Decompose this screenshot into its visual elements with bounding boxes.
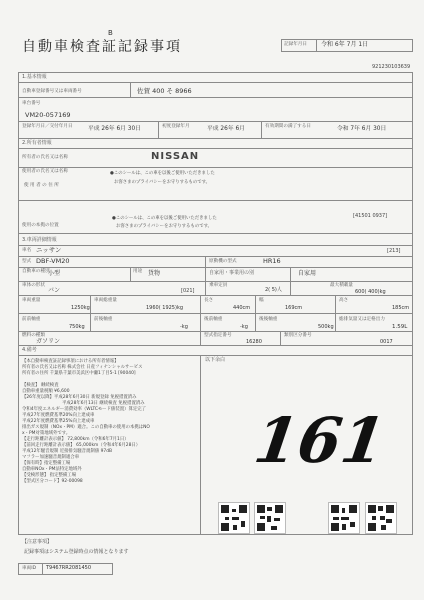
model-label: 型式 <box>22 259 32 264</box>
expiry-label: 有効期間の満了する日 <box>265 124 311 129</box>
engine-label: 原動機の型式 <box>209 259 237 264</box>
width-value: 169cm <box>285 305 303 311</box>
handwritten-number: 161 <box>249 404 390 477</box>
section4-heading: 4.備考 <box>22 347 37 353</box>
qr-code-icon <box>365 502 397 534</box>
fuel-label: 燃料の種類 <box>22 333 45 338</box>
qr-code-icon <box>218 502 250 534</box>
body-label: 車体の形状 <box>22 283 45 288</box>
chassis-value: VM20-057169 <box>25 111 71 119</box>
front-axle-value: 750kg <box>69 324 85 330</box>
gross-label: 車両総重量 <box>94 298 117 303</box>
note-line: 平成28年6月13日 継続検査 免税措置済み <box>62 401 145 406</box>
note-line: 自動車重量税額 ¥6,600 <box>22 389 70 394</box>
maker-value: ニッサン <box>36 246 62 254</box>
section2-heading: 2.所有者情報 <box>22 140 52 146</box>
note-line: 【本自動車検査証記録事項における所有者情報】 <box>22 359 119 364</box>
note-line: 【前回走行距離計表示値】 65,000km（令和4年6月28日） <box>22 443 141 448</box>
model-number-label: 型式指定番号 <box>204 333 232 338</box>
displacement-value: 1.59L <box>392 324 408 330</box>
maker-code: [213] <box>387 248 401 254</box>
note-line: 平成12年騒音規制 近接排気騒音規制値 97dB <box>22 449 113 454</box>
category-value: 自家用 <box>298 270 317 277</box>
note-line: 平成27年度燃費基準20%向上達成車 <box>22 413 95 418</box>
expiry-value: 令和 7年 6月 30日 <box>337 126 387 132</box>
document-number: 921230103639 <box>372 64 411 70</box>
use-value: 貨物 <box>148 270 161 277</box>
seal-text-2: お客さまのプライバシーをお守りするものです。 <box>114 180 211 185</box>
load-value: 600( 400)kg <box>355 289 386 295</box>
category-label: 自家用・事業用の別 <box>209 270 255 276</box>
section3-heading: 3.車両詳細情報 <box>22 237 57 243</box>
nissan-logo: NISSAN <box>151 151 200 162</box>
type-label: 自動車の種別 <box>22 269 50 274</box>
caution-heading: 【注意事項】 <box>22 539 53 545</box>
height-value: 185cm <box>392 305 410 311</box>
length-label: 長さ <box>204 298 214 303</box>
model-number-value: 16280 <box>246 339 262 345</box>
front-rear-axle-value: -kg <box>180 324 188 330</box>
caution-text: 記録事項はシステム登録時点の情報となります <box>24 549 129 555</box>
rear-axle-label: 後後軸重 <box>259 317 278 322</box>
engine-value: HR16 <box>263 257 281 265</box>
length-value: 440cm <box>233 305 251 311</box>
chassis-label: 車台番号 <box>22 101 41 106</box>
height-label: 高さ <box>339 298 349 303</box>
note-line: 【型式区分コード】92-00098 <box>22 479 83 484</box>
note-line: マフラー加速騒音規制適合車 <box>22 455 80 460</box>
load-label: 最大積載量 <box>330 283 353 288</box>
seal-text-3: ●このシールは、この車を以後ご使用いただきました <box>112 216 217 221</box>
qr-code-icon <box>254 502 286 534</box>
seal-text-1: ●このシールは、この車を以後ご使用いただきました <box>110 171 215 176</box>
note-line: 自動車NOx・PM法特定地域外 <box>22 467 82 472</box>
vehicle-id-value: T9467RR2081450 <box>46 565 91 571</box>
page-title: 自動車検査証記録事項 <box>22 39 182 55</box>
width-label: 幅 <box>259 298 264 303</box>
form-letter: B <box>108 29 113 37</box>
note-line: 【26年度以降】平成28年6月30日 新規登録 免税措置済み <box>22 395 137 400</box>
front-axle-label: 前前軸重 <box>22 317 41 322</box>
rear-axle-value: 500kg <box>318 324 334 330</box>
note-line: 【受検形態】 指定整備工場 <box>22 473 77 478</box>
fuel-value: ガソリン <box>36 338 61 345</box>
displacement-label: 総排気量又は定格出力 <box>339 317 385 322</box>
note-line: 【保有時】指定整備工場 <box>22 461 71 466</box>
note-line: 平成22年度燃費基準25%向上達成車 <box>22 419 95 424</box>
capacity-value: 2( 5)人 <box>265 287 282 293</box>
use-label: 用途 <box>133 269 143 274</box>
body-code: [021] <box>181 288 195 294</box>
issue-date-value: 令和 6年 7月 1日 <box>321 41 369 48</box>
type-value: 小型 <box>48 270 61 277</box>
address-code: [41501 0937] <box>353 213 388 219</box>
first-reg-label: 登録年月日／交付年月日 <box>22 124 73 129</box>
class-number-value: 0017 <box>380 339 393 345</box>
qr-code-icon <box>328 502 360 534</box>
note-line: 令和4年度エネルギー消費効率（WLTCモード値装置）算定完了 <box>22 407 147 412</box>
seal-text-4: お客さまのプライバシーをお守りするものです。 <box>116 224 213 229</box>
model-value: DBF-VM20 <box>36 257 70 265</box>
note-line: 排出ガス規制（NOx・PM）適合。この自動車の使用の本拠はNO <box>22 425 150 430</box>
first-year-label: 初度登録年月 <box>162 124 190 129</box>
weight-label: 車両重量 <box>22 298 41 303</box>
note-line: 【検査】 継続検査 <box>22 383 59 388</box>
owner-name-label: 所有者の氏名又は名称 <box>22 155 68 160</box>
front-rear-axle-label: 前後軸重 <box>94 317 113 322</box>
right-column-note: 以下余白 <box>205 357 226 363</box>
body-value: バン <box>48 287 61 294</box>
reg-number-label: 自動車登録番号又は車両番号 <box>22 89 82 94</box>
user-address-label: 使 用 者 の 住 所 <box>24 183 59 188</box>
section1-heading: 1.基本情報 <box>22 74 47 80</box>
class-number-label: 類別区分番号 <box>284 333 312 338</box>
first-reg-value: 平成 26年 6月 30日 <box>88 126 141 132</box>
note-line: 【走行距離計表示値】 72,800km（令和6年7月1日） <box>22 437 129 442</box>
reg-number-value: 佐賀 400 そ 8966 <box>137 87 192 95</box>
capacity-label: 乗車定員 <box>209 283 228 288</box>
vehicle-id-label: 車両ID <box>22 566 37 571</box>
first-year-value: 平成 26年 6月 <box>207 126 245 132</box>
gross-value: 1960( 1925)kg <box>146 305 184 311</box>
note-line: 所有者の氏名又は名称 株式会社 日産フィナンシャルサービス <box>22 365 143 370</box>
issue-date-label: 記録年月日 <box>284 42 307 47</box>
weight-value: 1250kg <box>71 305 90 311</box>
user-name-label: 使用者の氏名又は名称 <box>22 169 68 174</box>
note-line: x・PM対策地域外です。 <box>22 431 71 436</box>
maker-label: 車名 <box>22 248 32 253</box>
note-line: 所有者の住所 千葉県千葉市美浜区中瀬1丁目5-1 [90040] <box>22 371 136 376</box>
rear-front-axle-value: -kg <box>240 324 248 330</box>
base-label: 使用の本拠の位置 <box>22 223 59 228</box>
rear-front-axle-label: 後前軸重 <box>204 317 223 322</box>
